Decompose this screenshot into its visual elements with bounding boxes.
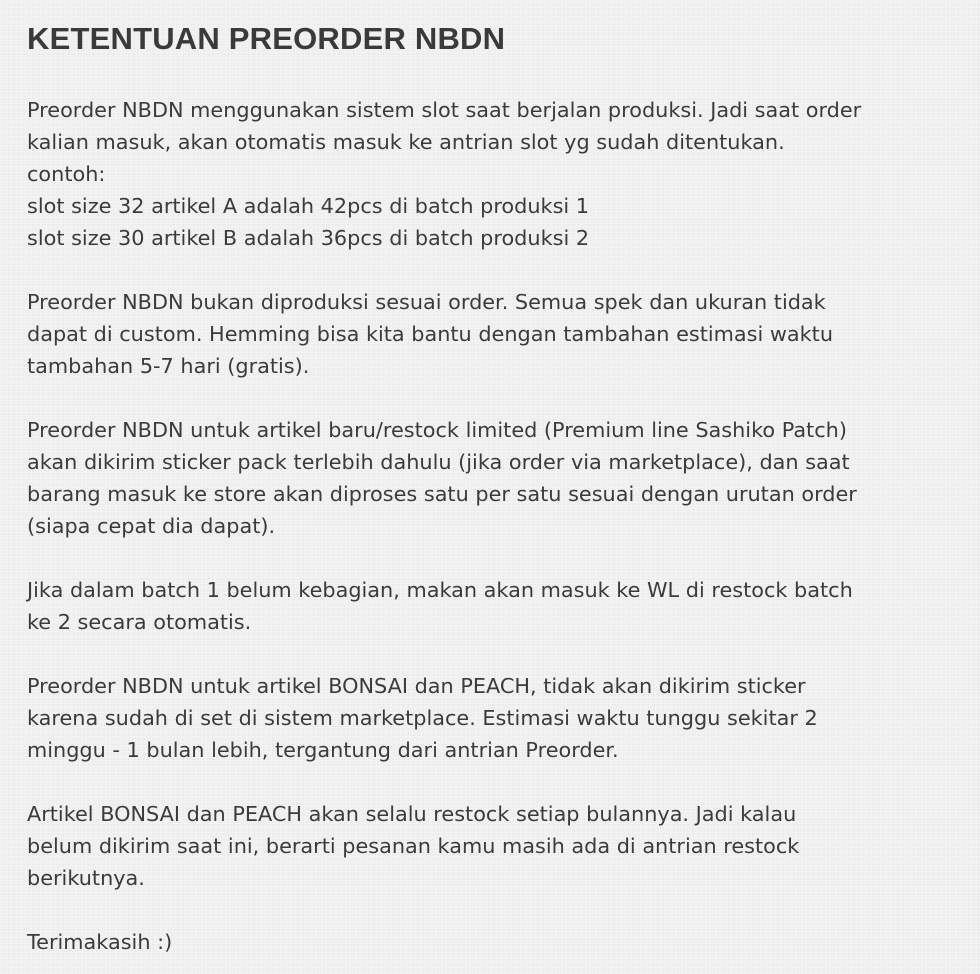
paragraph-1: [27, 94, 960, 254]
paragraph-line: akan dikirim sticker pack terlebih dahulu (jika order via marketplace), dan saat: [27, 450, 850, 474]
paragraph-line: Preorder NBDN menggunakan sistem slot saat berjalan produksi. Jadi saat order: [27, 98, 862, 122]
paragraph-line: Preorder NBDN untuk artikel baru/restock limited (Premium line Sashiko Patch): [27, 418, 847, 442]
paragraph-line: (siapa cepat dia dapat).: [27, 514, 276, 538]
paragraph-2: [27, 286, 960, 382]
paragraph-line: dapat di custom. Hemming bisa kita bantu dengan tambahan estimasi waktu: [27, 322, 834, 346]
paragraph-line: minggu - 1 bulan lebih, tergantung dari antrian Preorder.: [27, 738, 619, 762]
document-title: KETENTUAN PREORDER NBDN: [27, 21, 506, 56]
paragraph-line: contoh:: [27, 162, 106, 186]
paragraph-line: Terimakasih :): [27, 930, 173, 954]
paragraph-line: Preorder NBDN bukan diproduksi sesuai order. Semua spek dan ukuran tidak: [27, 290, 826, 314]
paragraph-4: [27, 574, 960, 638]
paragraph-line: Jika dalam batch 1 belum kebagian, makan akan masuk ke WL di restock batch: [27, 578, 853, 602]
paragraph-line: kalian masuk, akan otomatis masuk ke antrian slot yg sudah ditentukan.: [27, 130, 785, 154]
paragraph-line: barang masuk ke store akan diproses satu per satu sesuai dengan urutan order: [27, 482, 857, 506]
paragraph-line: slot size 32 artikel A adalah 42pcs di batch produksi 1: [27, 194, 590, 218]
paragraph-line: Artikel BONSAI dan PEACH akan selalu restock setiap bulannya. Jadi kalau: [27, 802, 797, 826]
paragraph-line: slot size 30 artikel B adalah 36pcs di batch produksi 2: [27, 226, 590, 250]
paragraph-3: [27, 414, 960, 542]
paragraph-line: belum dikirim saat ini, berarti pesanan kamu masih ada di antrian restock: [27, 834, 800, 858]
paragraph-line: ke 2 secara otomatis.: [27, 610, 252, 634]
paragraph-line: Preorder NBDN untuk artikel BONSAI dan PEACH, tidak akan dikirim sticker: [27, 674, 806, 698]
paragraph-line: karena sudah di set di sistem marketplace. Estimasi waktu tunggu sekitar 2: [27, 706, 818, 730]
paragraph-5: [27, 670, 960, 766]
paragraph-line: tambahan 5-7 hari (gratis).: [27, 354, 310, 378]
paragraph-6: [27, 798, 960, 894]
paragraph-line: berikutnya.: [27, 866, 145, 890]
paragraph-7: [27, 926, 960, 958]
document-body: [27, 94, 960, 958]
